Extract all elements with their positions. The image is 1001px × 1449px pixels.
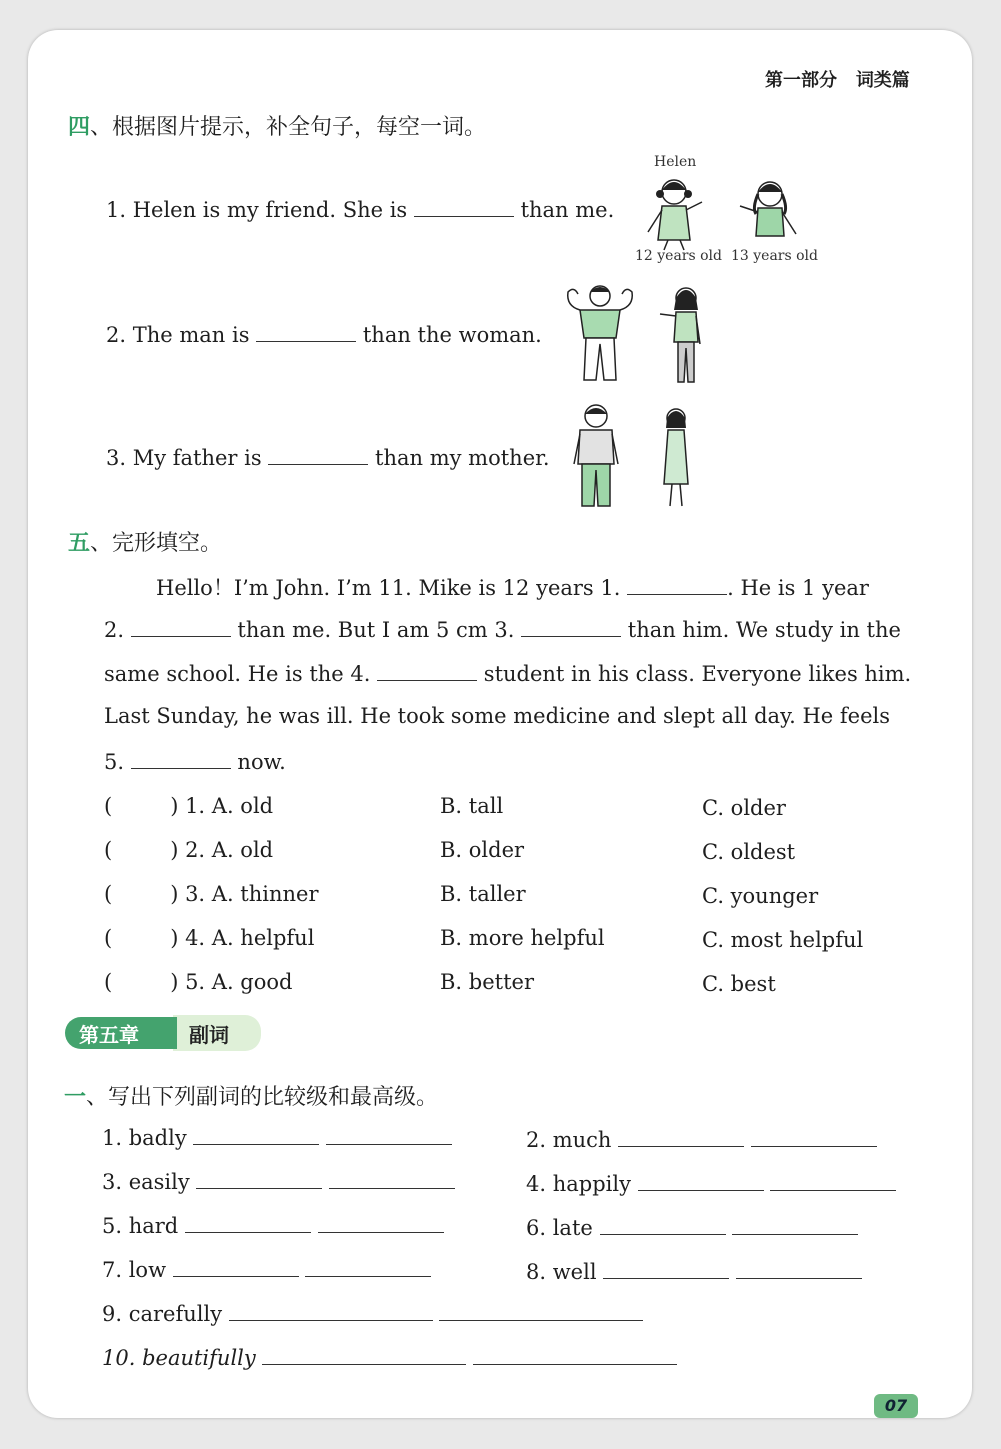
option-b: B. more helpful [440, 926, 605, 950]
adverb-item: 5. hard [102, 1212, 444, 1238]
answer-blank[interactable] [473, 1344, 677, 1365]
adverb-item: 1. badly [102, 1124, 452, 1150]
option-c: C. older [702, 796, 786, 820]
answer-blank[interactable] [318, 1212, 444, 1233]
age-label-right: 13 years old [731, 248, 819, 264]
question-3: 3. My father is than my mother. [106, 446, 550, 470]
page-number: 07 [874, 1394, 918, 1418]
adverb-item: 4. happily [526, 1170, 896, 1196]
cloze-blank-4[interactable] [377, 660, 477, 681]
choice-row: ( ) 1. A. old [104, 794, 274, 818]
adverb-item: 10. beautifully [102, 1344, 677, 1370]
section5-title: 五、完形填空。 [68, 531, 223, 556]
passage-line-1: Hello！I’m John. I’m 11. Mike is 12 years 1. . He is 1 year [156, 576, 869, 600]
answer-blank[interactable] [414, 196, 514, 217]
answer-blank[interactable] [439, 1300, 643, 1321]
answer-paren[interactable]: ( [104, 794, 113, 818]
section1-number: 一 [64, 1085, 87, 1110]
option-c: C. best [702, 972, 776, 996]
answer-blank[interactable] [229, 1300, 433, 1321]
strong-man-figure [560, 282, 640, 388]
adverb-item: 6. late [526, 1214, 858, 1240]
choice-row: ( ) 5. A. good [104, 970, 293, 994]
option-b: B. better [440, 970, 534, 994]
cloze-blank-2[interactable] [131, 616, 231, 637]
answer-blank[interactable] [326, 1124, 452, 1145]
page-header [765, 66, 910, 92]
answer-paren[interactable]: ( [104, 970, 113, 994]
helen-label: Helen [654, 154, 697, 170]
answer-blank[interactable] [618, 1126, 744, 1147]
option-b: B. tall [440, 794, 504, 818]
adverb-item: 3. easily [102, 1168, 455, 1194]
header-part: 第一部分 [765, 70, 837, 91]
adverb-item: 2. much [526, 1126, 877, 1152]
cloze-blank-3[interactable] [521, 616, 621, 637]
answer-blank[interactable] [256, 321, 356, 342]
answer-blank[interactable] [770, 1170, 896, 1191]
passage-line-2: 2. than me. But I am 5 cm 3. than him. We study in the [104, 618, 901, 642]
option-c: C. oldest [702, 840, 796, 864]
option-c: C. younger [702, 884, 819, 908]
section4-title: 四、根据图片提示，补全句子，每空一词。 [68, 115, 487, 140]
option-b: B. older [440, 838, 525, 862]
answer-blank[interactable] [638, 1170, 764, 1191]
worksheet-page [28, 30, 972, 1418]
header-chapter-type: 词类篇 [855, 70, 910, 91]
answer-blank[interactable] [196, 1168, 322, 1189]
adverb-item: 9. carefully [102, 1300, 643, 1326]
choice-row: ( ) 3. A. thinner [104, 882, 319, 906]
answer-blank[interactable] [600, 1214, 726, 1235]
answer-blank[interactable] [193, 1124, 319, 1145]
section5-number: 五 [68, 531, 91, 556]
answer-paren[interactable]: ( [104, 926, 113, 950]
answer-blank[interactable] [329, 1168, 455, 1189]
mother-figure [656, 406, 696, 512]
woman-figure-1 [654, 284, 714, 388]
cloze-blank-5[interactable] [131, 748, 231, 769]
answer-blank[interactable] [268, 444, 368, 465]
question-2: 2. The man is than the woman. [106, 323, 542, 347]
answer-blank[interactable] [751, 1126, 877, 1147]
answer-blank[interactable] [305, 1256, 431, 1277]
question-1: 1. Helen is my friend. She is than me. [106, 198, 615, 222]
passage-line-4: Last Sunday, he was ill. He took some medicine and slept all day. He feels [104, 704, 891, 728]
section4-number: 四 [68, 115, 91, 140]
adverb-item: 7. low [102, 1256, 431, 1282]
adverb-item: 8. well [526, 1258, 862, 1284]
answer-blank[interactable] [736, 1258, 862, 1279]
choice-row: ( ) 4. A. helpful [104, 926, 315, 950]
chapter-topic: 副词 [189, 1023, 229, 1047]
chapter-label: 第五章 [79, 1023, 139, 1047]
option-c: C. most helpful [702, 928, 864, 952]
answer-blank[interactable] [262, 1344, 466, 1365]
option-b: B. taller [440, 882, 526, 906]
passage-line-3: same school. He is the 4. student in his class. Everyone likes him. [104, 662, 912, 686]
section1-title: 一、写出下列副词的比较级和最高级。 [64, 1085, 439, 1110]
answer-blank[interactable] [732, 1214, 858, 1235]
answer-paren[interactable]: ( [104, 838, 113, 862]
choice-row: ( ) 2. A. old [104, 838, 274, 862]
answer-blank[interactable] [173, 1256, 299, 1277]
passage-line-5: 5. now. [104, 750, 286, 774]
answer-paren[interactable]: ( [104, 882, 113, 906]
answer-blank[interactable] [603, 1258, 729, 1279]
girl-figure [734, 174, 824, 244]
helen-figure [640, 172, 730, 252]
father-figure [568, 402, 624, 514]
cloze-blank-1[interactable] [627, 574, 727, 595]
age-label-left: 12 years old [635, 248, 723, 264]
answer-blank[interactable] [185, 1212, 311, 1233]
chapter-banner [65, 1015, 261, 1051]
